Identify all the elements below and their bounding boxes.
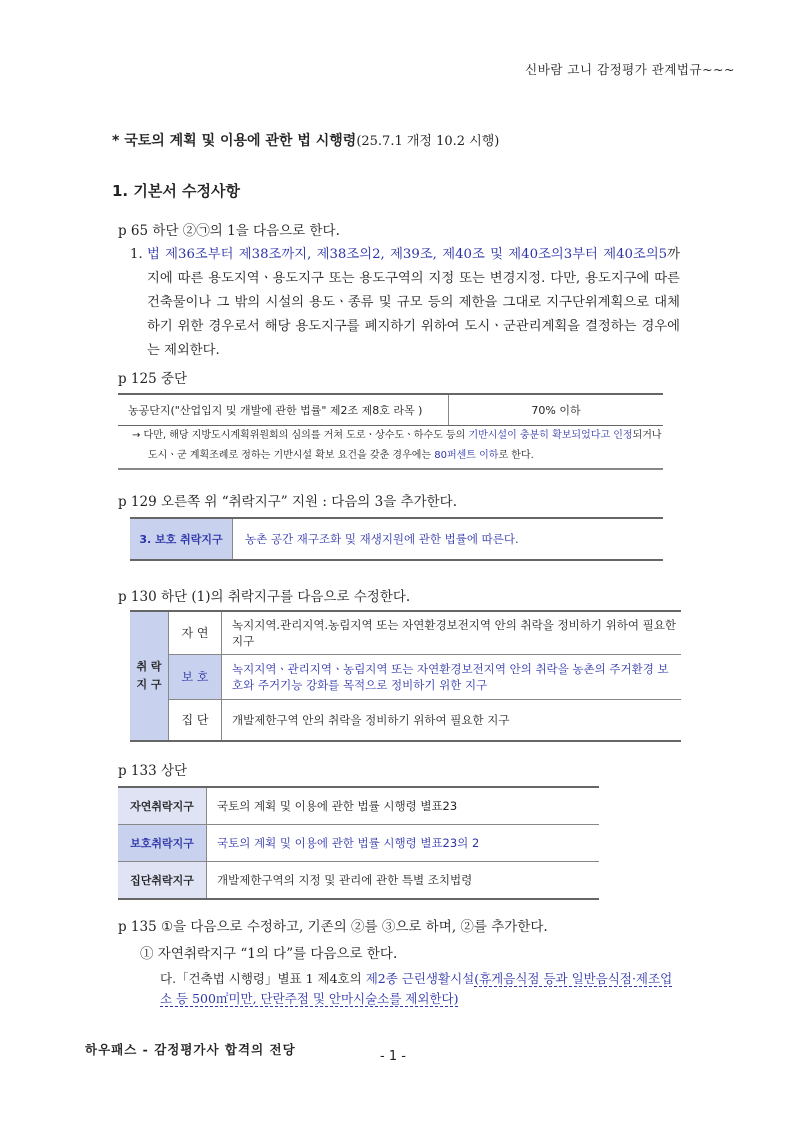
table-row — [130, 611, 681, 655]
p125-note-blue1: 기반시설이 충분히 확보되었다고 인정 — [468, 430, 633, 441]
header-title: 신바람 고니 감정평가 관계법규~~~ — [525, 62, 735, 77]
footer-text: 하우패스 - 감정평가사 합격의 전당 — [85, 1042, 296, 1057]
p129-head: 3. 보호 취락지구 — [130, 518, 233, 560]
p133-table — [118, 786, 599, 900]
p129-table — [130, 517, 663, 561]
p125-note — [118, 426, 663, 470]
p125-cell-left: 농공단지("산업입지 및 개발에 관한 법률" 제2조 제8호 라목 ) — [118, 394, 449, 426]
table-row — [130, 518, 663, 560]
p65-text: 까지에 따른 용도지역ㆍ용도지구 또는 용도구역의 지정 또는 변경지정. 다만, 용도지구에 따른 건축물이나 그 밖의 시설의 용도ㆍ종류 및 규모 등의 제한을 그대로 지구단위계획으로 대체하기 위한 경우로서 해당 용도지구를 폐지하기 위하여 도시ㆍ군관리계획을 결정하는 경우에는 제외한다. — [147, 247, 680, 358]
table-row — [130, 655, 681, 700]
p125-cell-right: 70% 이하 — [449, 394, 664, 426]
p135-label: p 135 ①을 다음으로 수정하고, 기존의 ②를 ③으로 하며, ②를 추가한다. — [118, 919, 548, 935]
p129-label: p 129 오른쪽 위 “취락지구” 지원 : 다음의 3을 추가한다. — [118, 494, 457, 510]
p65-paragraph — [130, 243, 680, 363]
p135-sub1: ① 자연취락지구 “1의 다”를 다음으로 한다. — [140, 946, 398, 962]
p130-table — [130, 610, 681, 742]
p65-blue-text: 법 제36조부터 제38조까지, 제38조의2, 제39조, 제40조 및 제40조의3부터 제40조의5 — [147, 247, 668, 262]
p125-note-b: 되거나 — [632, 430, 662, 441]
p133-head: 자연취락지구 — [118, 787, 207, 825]
table-row — [118, 825, 599, 862]
p135-sub2 — [160, 969, 680, 1009]
table-row — [118, 862, 599, 900]
p133-value: 국토의 계획 및 이용에 관한 법률 시행령 별표23의 2 — [207, 825, 600, 862]
p125-label: p 125 중단 — [118, 371, 188, 387]
p135-sub2-blue: 제2종 근린생활시설 — [365, 971, 475, 986]
p130-desc: 녹지지역.관리지역.농림지역 또는 자연환경보전지역 안의 취락을 정비하기 위하여 필요한 지구 — [222, 611, 682, 655]
p65-label: p 65 하단 ②㉠의 1을 다음으로 한다. — [118, 223, 340, 239]
p125-note-line1 — [118, 426, 663, 446]
p130-label: p 130 하단 (1)의 취락지구를 다음으로 수정한다. — [118, 589, 411, 605]
p133-head: 보호취락지구 — [118, 825, 207, 862]
p130-kind: 보 호 — [169, 655, 222, 700]
p130-desc: 녹지지역ㆍ관리지역ㆍ농림지역 또는 자연환경보전지역 안의 취락을 농촌의 주거환경 보호와 주거기능 강화를 목적으로 정비하기 위한 지구 — [222, 655, 682, 700]
document-title-main: * 국토의 계획 및 이용에 관한 법 시행령 — [112, 133, 357, 149]
p125-note-a: → 다만, 해당 지방도시계획위원회의 심의를 거쳐 도로ㆍ상수도ㆍ하수도 등의 — [132, 430, 469, 441]
p133-value: 개발제한구역의 지정 및 관리에 관한 특별 조치법령 — [207, 862, 600, 900]
p65-number: 1. — [130, 247, 143, 262]
p125-table — [118, 393, 663, 426]
p125-note-blue2: 80퍼센트 이하 — [434, 450, 499, 461]
p133-label: p 133 상단 — [118, 763, 188, 779]
p133-value: 국토의 계획 및 이용에 관한 법률 시행령 별표23 — [207, 787, 600, 825]
p125-note-line2 — [118, 446, 663, 466]
p130-kind: 자 연 — [169, 611, 222, 655]
p130-group-label: 취 락 지 구 — [130, 611, 169, 741]
table-row — [130, 700, 681, 742]
page-number: - 1 - — [380, 1049, 406, 1064]
p125-note-d: 로 한다. — [498, 450, 534, 461]
document-title-sub: (25.7.1 개정 10.2 시행) — [356, 134, 500, 149]
document-title — [112, 130, 499, 150]
p125-note-c: 도시ㆍ군 계획조례로 정하는 기반시설 확보 요건을 갖춘 경우에는 — [148, 450, 435, 461]
table-row — [118, 394, 663, 426]
p133-head: 집단취락지구 — [118, 862, 207, 900]
p129-value: 농촌 공간 재구조화 및 재생지원에 관한 법률에 따른다. — [233, 518, 664, 560]
table-row — [118, 787, 599, 825]
p130-kind: 집 단 — [169, 700, 222, 742]
section-heading: 1. 기본서 수정사항 — [112, 182, 241, 200]
p135-sub2-underlined: (휴게음식점 등과 일반음식점·제조업소 등 500㎡미만, 단란주점 및 안마시술소를 제외한다) — [160, 971, 673, 1006]
p130-desc: 개발제한구역 안의 취락을 정비하기 위하여 필요한 지구 — [222, 700, 682, 742]
p135-sub2-a: 다.「건축법 시행령」별표 1 제4호의 — [160, 971, 366, 986]
